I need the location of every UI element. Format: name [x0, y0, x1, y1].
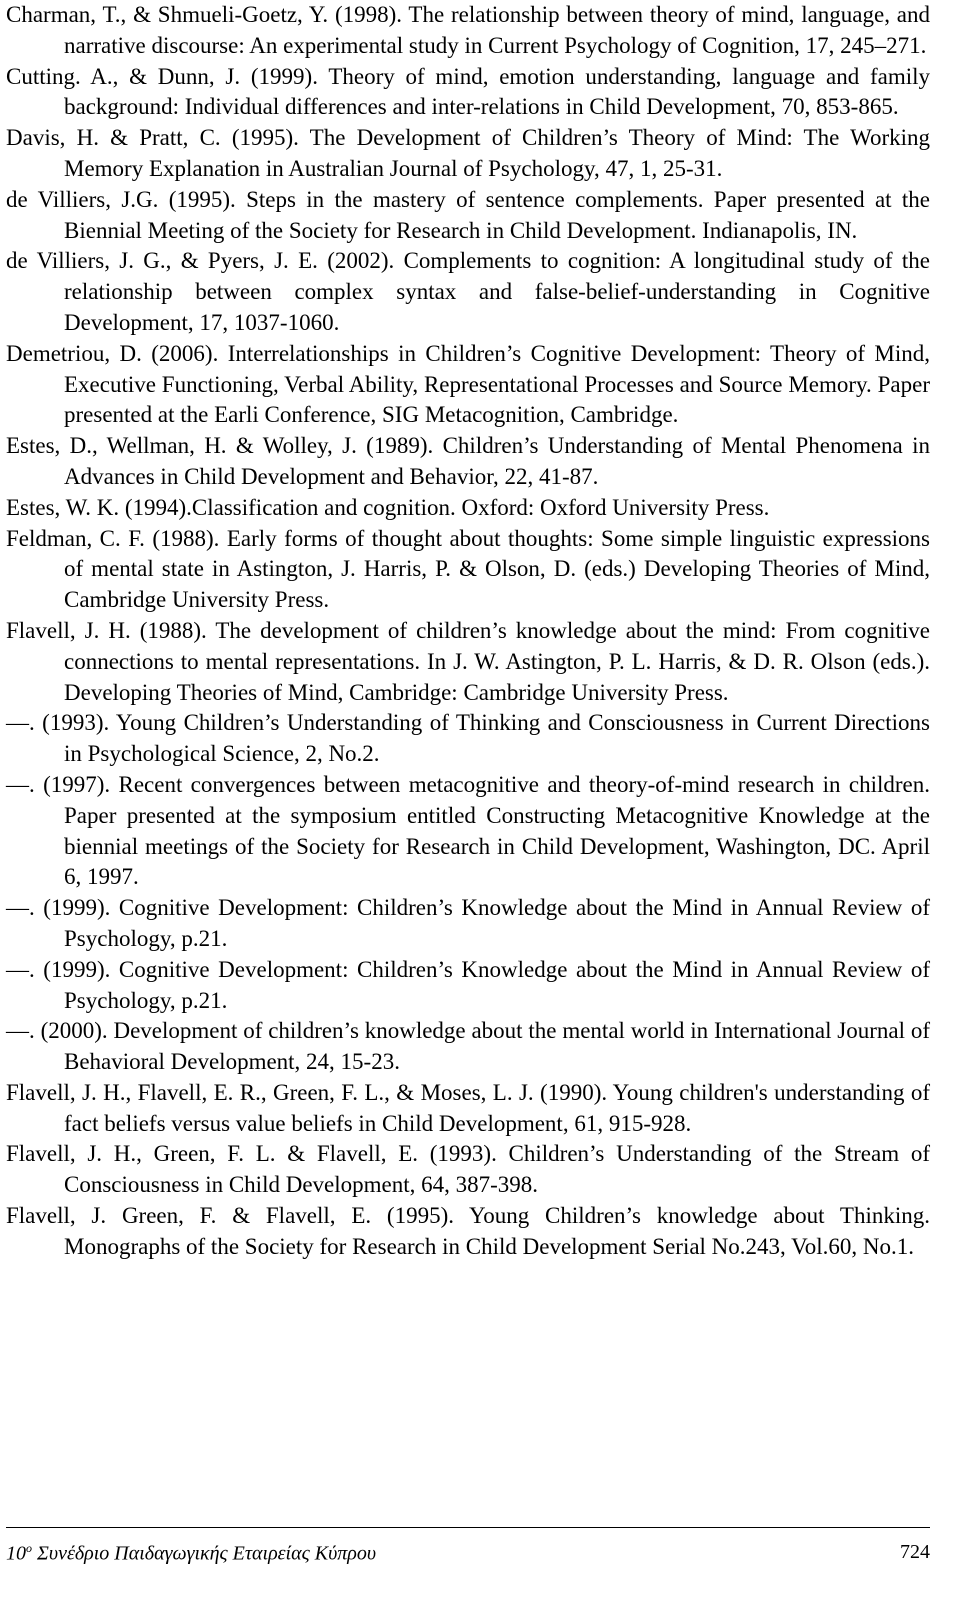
reference-list [6, 0, 930, 1263]
reference-entry: —. (1999). Cognitive Development: Children’s Knowledge about the Mind in Annual Review of Psychology, p.21. [6, 956, 930, 1013]
reference-entry: —. (1997). Recent convergences between metacognitive and theory-of-mind research in children. Paper presented at the symposium entitled Constructing Metacognitive Knowledge at the biennial meetings of the Society for Research in Child Development, Washington, DC. April 6, 1997. [6, 771, 930, 890]
reference-entry: Cutting. A., & Dunn, J. (1999). Theory of mind, emotion understanding, language and family background: Individual differences and inter-relations in Child Development, 70, 853-865. [6, 63, 930, 120]
reference-entry: Charman, T., & Shmueli-Goetz, Y. (1998). The relationship between theory of mind, language, and narrative discourse: An experimental study in Current Psychology of Cognition, 17, 245–271. [6, 2, 930, 58]
reference-entry: Davis, H. & Pratt, C. (1995). The Development of Children’s Theory of Mind: The Working Memory Explanation in Australian Journal of Psychology, 47, 1, 25-31. [6, 125, 930, 181]
reference-entry: Flavell, J. H. (1988). The development of children’s knowledge about the mind: From cognitive connections to mental representations. In J. W. Astington, P. L. Harris, & D. R. Olson (eds.). Developing Theories of Mind, Cambridge: Cambridge University Press. [6, 617, 930, 705]
footer-divider [6, 1527, 930, 1528]
conference-name: Συνέδριο Παιδαγωγικής Εταιρείας Κύπρου [32, 1542, 377, 1565]
page-footer [6, 1541, 930, 1571]
reference-entry: —. (1993). Young Children’s Understanding of Thinking and Consciousness in Current Directions in Psychological Science, 2, No.2. [6, 710, 930, 767]
conference-number: 10 [6, 1542, 26, 1565]
reference-entry: Estes, D., Wellman, H. & Wolley, J. (1989). Children’s Understanding of Mental Phenomena in Advances in Child Development and Behavior, 22, 41-87. [6, 433, 930, 489]
reference-entry: —. (2000). Development of children’s knowledge about the mental world in International Journal of Behavioral Development, 24, 15-23. [6, 1018, 930, 1075]
conference-title [6, 1541, 376, 1566]
reference-entry: —. (1999). Cognitive Development: Children’s Knowledge about the Mind in Annual Review of Psychology, p.21. [6, 895, 930, 951]
reference-entry: Flavell, J. Green, F. & Flavell, E. (1995). Young Children’s knowledge about Thinking. Monographs of the Society for Research in Child Development Serial No.243, Vol.60, No.1. [6, 1203, 930, 1259]
reference-entry: de Villiers, J.G. (1995). Steps in the mastery of sentence complements. Paper presented at the Biennial Meeting of the Society for Research in Child Development. Indianapolis, IN. [6, 186, 930, 243]
reference-entry: Estes, W. K. (1994).Classification and cognition. Oxford: Oxford University Press. [6, 494, 770, 520]
ordinal-superscript: ο [26, 1541, 32, 1555]
reference-entry: Flavell, J. H., Green, F. L. & Flavell, E. (1993). Children’s Understanding of the Stream of Consciousness in Child Development, 64, 387-398. [6, 1141, 930, 1198]
reference-entry: Demetriou, D. (2006). Interrelationships in Children’s Cognitive Development: Theory of Mind, Executive Functioning, Verbal Ability, Representational Processes and Source Memory. Paper presented at the Earli Conference, SIG Metacognition, Cambridge. [6, 340, 930, 428]
reference-entry: Flavell, J. H., Flavell, E. R., Green, F. L., & Moses, L. J. (1990). Young children's understanding of fact beliefs versus value beliefs in Child Development, 61, 915-928. [6, 1079, 930, 1136]
reference-entry: de Villiers, J. G., & Pyers, J. E. (2002). Complements to cognition: A longitudinal study of the relationship between complex syntax and false-belief-understanding in Cognitive Development, 17, 1037-1060. [6, 248, 930, 335]
reference-entry: Feldman, C. F. (1988). Early forms of thought about thoughts: Some simple linguistic expressions of mental state in Astington, J. Harris, P. & Olson, D. (eds.) Developing Theories of Mind, Cambridge University Press. [6, 525, 930, 613]
page-number: 724 [900, 1541, 930, 1563]
